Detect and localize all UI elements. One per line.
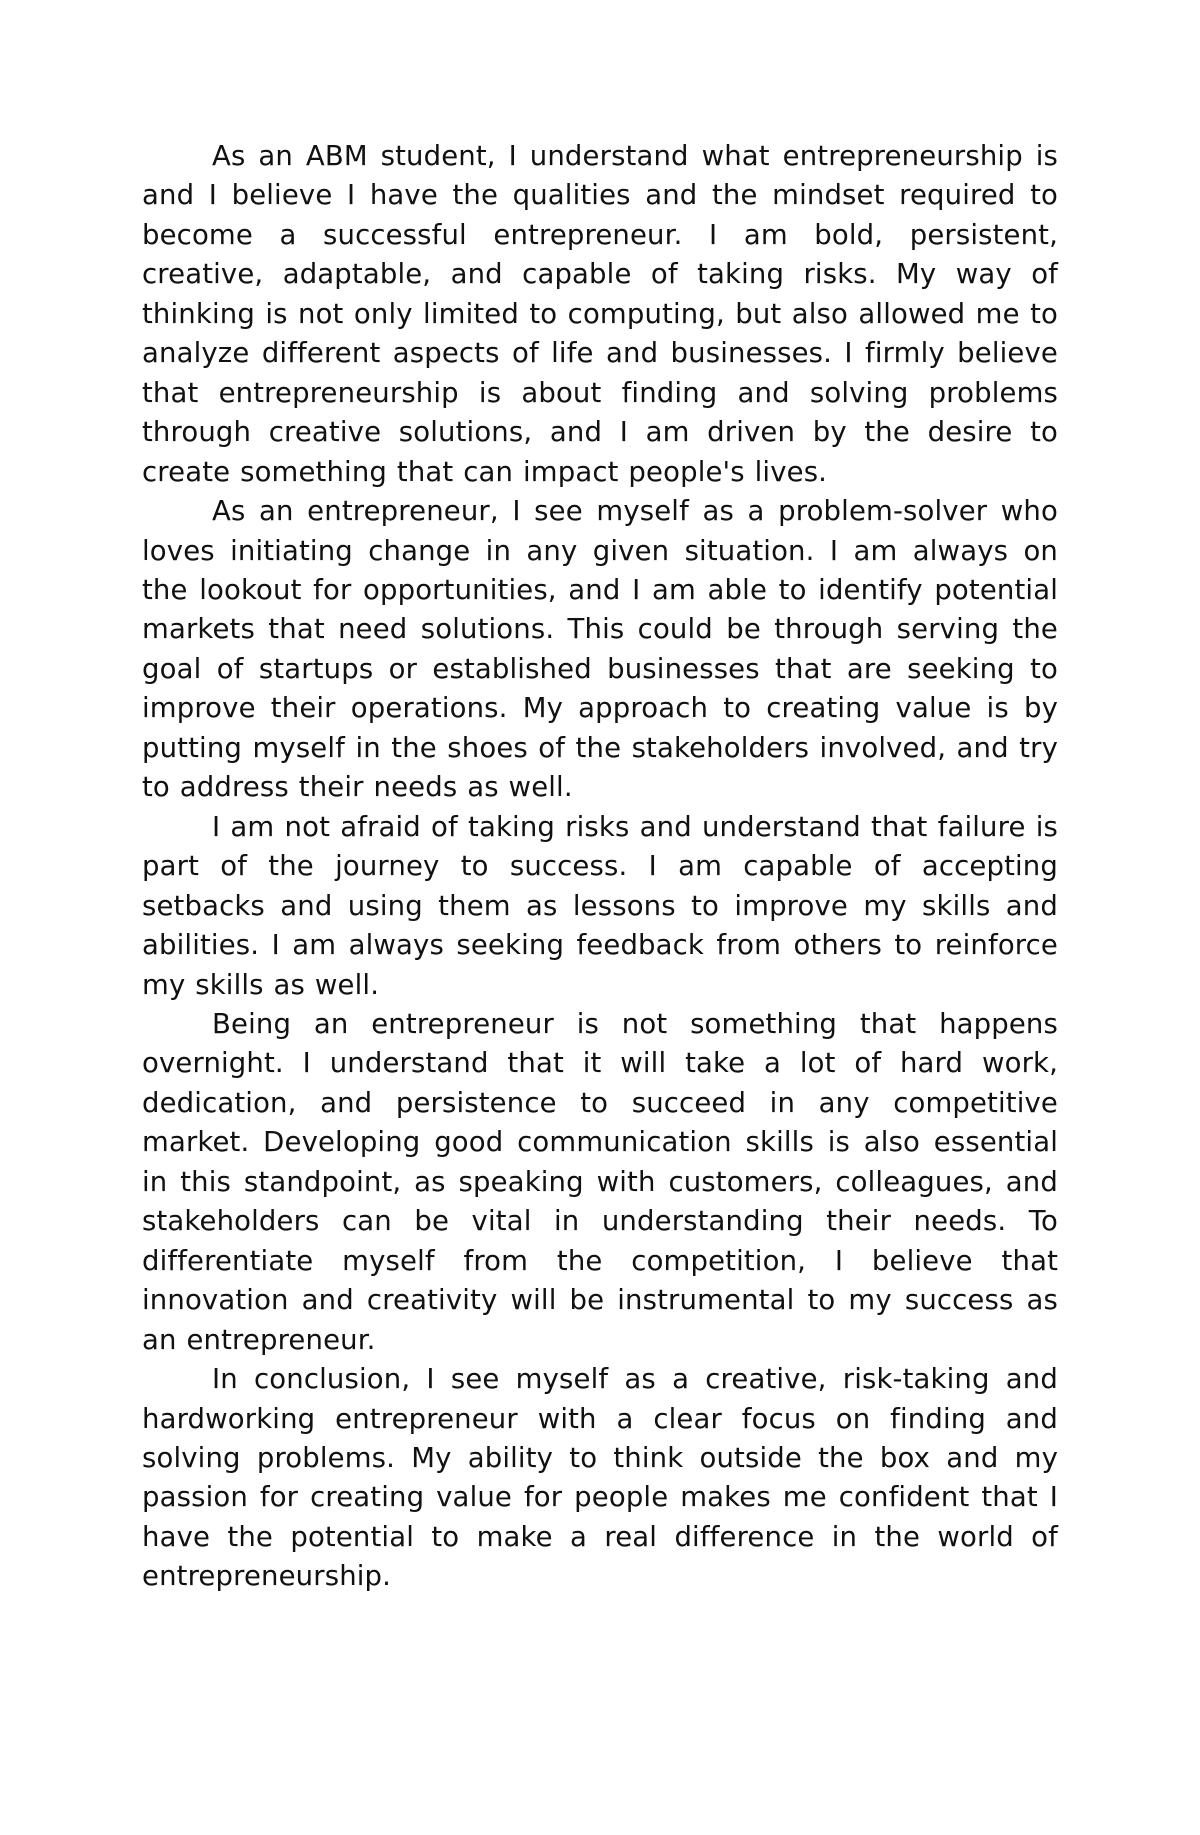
paragraph-4: Being an entrepreneur is not something that happens overnight. I understand that it will take a lot of hard work, dedication, and persistence to succeed in any competitive market. Developing good communication skills is also essential in this standpoint, as speaking with customers, colleagues, and stakeholders can be vital in understanding their needs. To differentiate myself from the competition, I believe that innovation and creativity will be instrumental to my success as an entrepreneur.	[142, 1007, 1058, 1356]
paragraph-3: I am not afraid of taking risks and understand that failure is part of the journey to success. I am capable of accepting setbacks and using them as lessons to improve my skills and abilities. I am always seeking feedback from others to reinforce my skills as well.	[142, 810, 1058, 1001]
paragraph-5: In conclusion, I see myself as a creative, risk-taking and hardworking entrepreneur with a clear focus on finding and solving problems. My ability to think outside the box and my passion for creating value for people makes me confident that I have the potential to make a real difference in the world of entrepreneurship.	[142, 1363, 1058, 1593]
essay-body	[142, 137, 1058, 1597]
paragraph-2: As an entrepreneur, I see myself as a problem-solver who loves initiating change in any given situation. I am always on the lookout for opportunities, and I am able to identify potential markets that need solutions. This could be through serving the goal of startups or established businesses that are seeking to improve their operations. My approach to creating value is by putting myself in the shoes of the stakeholders involved, and try to address their needs as well.	[142, 495, 1058, 804]
paragraph-1: As an ABM student, I understand what entrepreneurship is and I believe I have the qualities and the mindset required to become a successful entrepreneur. I am bold, persistent, creative, adaptable, and capable of taking risks. My way of thinking is not only limited to computing, but also allowed me to analyze different aspects of life and businesses. I firmly believe that entrepreneurship is about finding and solving problems through creative solutions, and I am driven by the desire to create something that can impact people's lives.	[142, 140, 1058, 488]
